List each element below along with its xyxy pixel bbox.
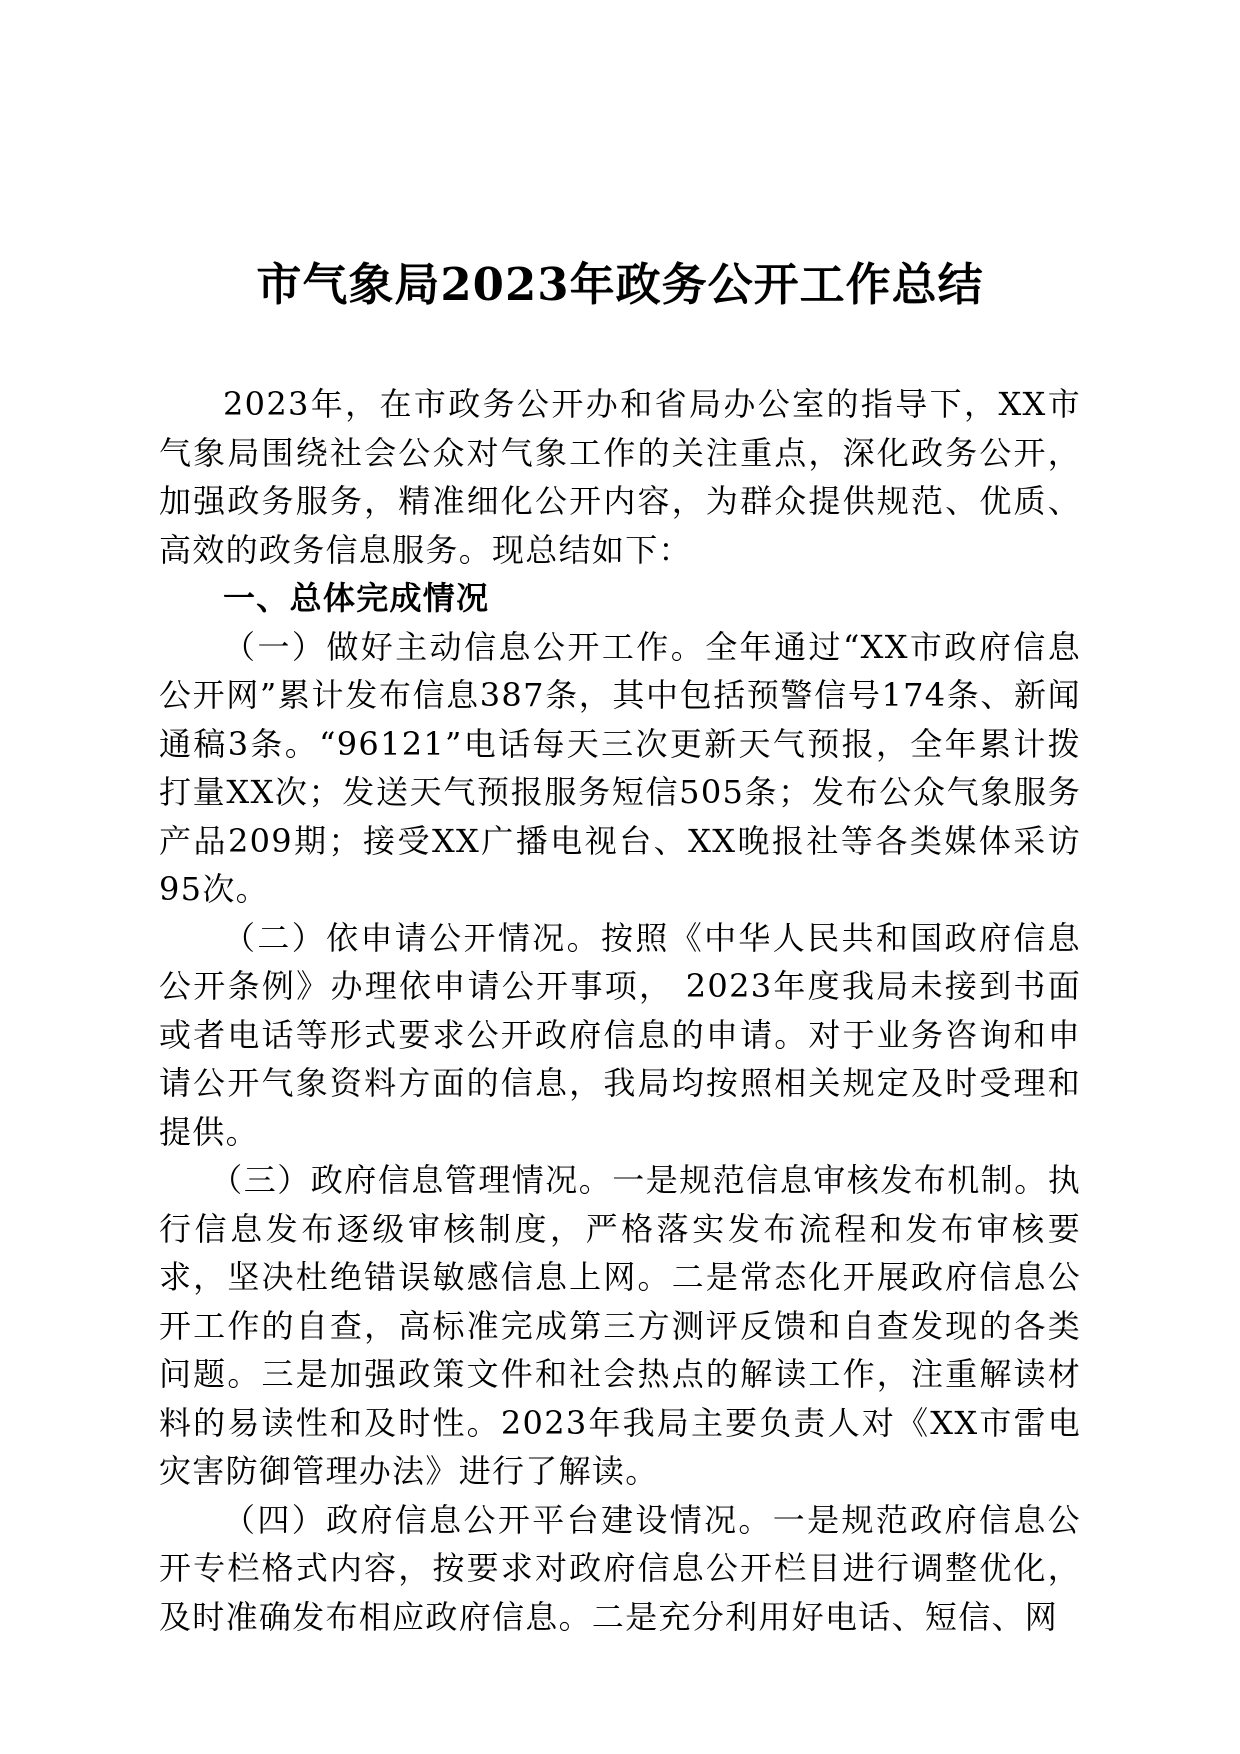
paragraph-request-disclosure: （二）依申请公开情况。按照《中华人民共和国政府信息公开条例》办理依申请公开事项， 2023年度我局未接到书面或者电话等形式要求公开政府信息的申请。对于业务咨询和申请公开气象资料方面的信息，我局均按照相关规定及时受理和提供。 xyxy=(159,918,1081,1151)
document-title: 市气象局2023年政务公开工作总结 xyxy=(256,258,984,311)
section-heading-overall: 一、总体完成情况 xyxy=(223,579,490,617)
paragraph-platform-construction: （四）政府信息公开平台建设情况。一是规范政府信息公开专栏格式内容，按要求对政府信息公开栏目进行调整优化，及时准确发布相应政府信息。二是充分利用好电话、短信、网 xyxy=(159,1500,1081,1636)
intro-paragraph: 2023年，在市政务公开办和省局办公室的指导下，XX市气象局围绕社会公众对气象工作的关注重点，深化政务公开，加强政务服务，精准细化公开内容，为群众提供规范、优质、高效的政务信息服务。现总结如下： xyxy=(159,385,1081,569)
paragraph-proactive-disclosure: （一）做好主动信息公开工作。全年通过“XX市政府信息公开网”累计发布信息387条，其中包括预警信号174条、新闻通稿3条。“96121”电话每天三次更新天气预报，全年累计拨打量XX次；发送天气预报服务短信505条；发布公众气象服务产品209期；接受XX广播电视台、XX晚报社等各类媒体采访95次。 xyxy=(159,627,1081,908)
document-body xyxy=(159,380,1081,1641)
paragraph-information-management: （三）政府信息管理情况。一是规范信息审核发布机制。执行信息发布逐级审核制度，严格落实发布流程和发布审核要求，坚决杜绝错误敏感信息上网。二是常态化开展政府信息公开工作的自查，高标准完成第三方测评反馈和自查发现的各类问题。三是加强政策文件和社会热点的解读工作，注重解读材料的易读性和及时性。2023年我局主要负责人对《XX市雷电灾害防御管理办法》进行了解读。 xyxy=(159,1161,1081,1490)
